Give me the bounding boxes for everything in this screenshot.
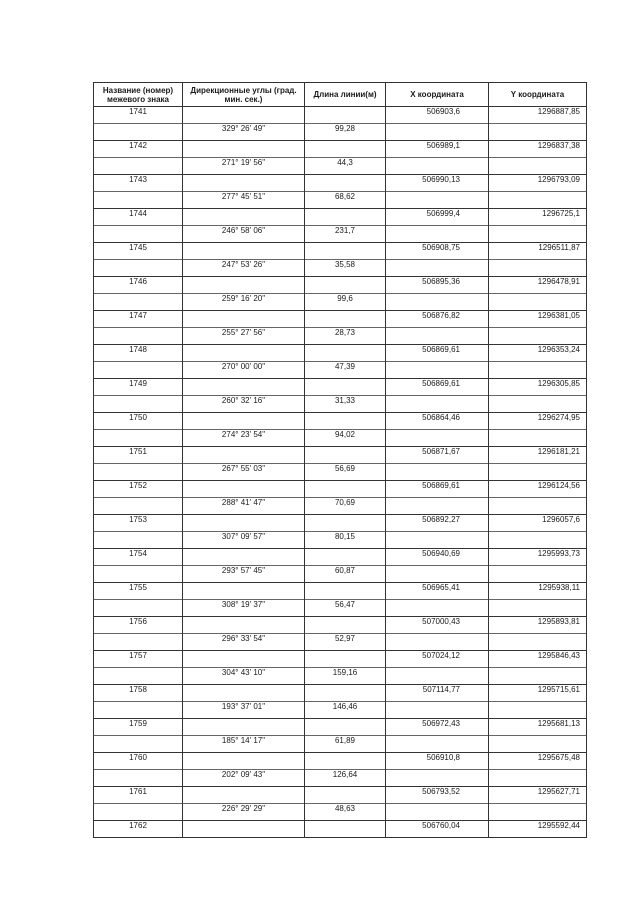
point-row [94,685,587,702]
line-length-cell: 52,97 [305,634,386,651]
bearing-angle-cell: 304° 43' 10" [183,668,305,685]
empty-cell [386,600,489,617]
empty-cell [305,617,386,634]
point-row [94,515,587,532]
y-coordinate-cell: 1296381,05 [489,311,587,328]
empty-cell [94,532,183,549]
point-row [94,277,587,294]
x-coordinate-cell: 507114,77 [386,685,489,702]
line-length-cell: 126,64 [305,770,386,787]
empty-cell [183,719,305,736]
header-bearing-angle: Дирекционные углы (град. мин. сек.) [183,83,305,107]
empty-cell [489,396,587,413]
bearing-angle-cell: 293° 57' 45" [183,566,305,583]
segment-row [94,362,587,379]
empty-cell [489,464,587,481]
line-length-cell: 68,62 [305,192,386,209]
empty-cell [386,362,489,379]
empty-cell [94,668,183,685]
x-coordinate-cell: 506869,61 [386,379,489,396]
empty-cell [489,158,587,175]
y-coordinate-cell: 1296793,09 [489,175,587,192]
bearing-angle-cell: 226° 29' 29" [183,804,305,821]
line-length-cell: 28,73 [305,328,386,345]
point-row [94,617,587,634]
y-coordinate-cell: 1296057,6 [489,515,587,532]
x-coordinate-cell: 506895,36 [386,277,489,294]
empty-cell [94,634,183,651]
y-coordinate-cell: 1296837,38 [489,141,587,158]
empty-cell [489,634,587,651]
empty-cell [305,141,386,158]
x-coordinate-cell: 506892,27 [386,515,489,532]
mark-name-cell: 1759 [94,719,183,736]
y-coordinate-cell: 1295627,71 [489,787,587,804]
mark-name-cell: 1751 [94,447,183,464]
empty-cell [94,294,183,311]
empty-cell [489,226,587,243]
empty-cell [386,736,489,753]
x-coordinate-cell: 506864,46 [386,413,489,430]
line-length-cell: 60,87 [305,566,386,583]
empty-cell [386,634,489,651]
point-row [94,719,587,736]
segment-row [94,260,587,277]
mark-name-cell: 1741 [94,107,183,124]
mark-name-cell: 1750 [94,413,183,430]
empty-cell [305,277,386,294]
empty-cell [94,498,183,515]
empty-cell [305,243,386,260]
empty-cell [386,396,489,413]
segment-row [94,498,587,515]
mark-name-cell: 1747 [94,311,183,328]
empty-cell [183,787,305,804]
x-coordinate-cell: 506869,61 [386,481,489,498]
empty-cell [94,328,183,345]
empty-cell [183,413,305,430]
bearing-angle-cell: 267° 55' 03" [183,464,305,481]
empty-cell [489,600,587,617]
bearing-angle-cell: 202° 09' 43" [183,770,305,787]
x-coordinate-cell: 506972,43 [386,719,489,736]
y-coordinate-cell: 1295675,48 [489,753,587,770]
empty-cell [94,736,183,753]
empty-cell [183,481,305,498]
empty-cell [183,515,305,532]
empty-cell [386,430,489,447]
point-row [94,175,587,192]
segment-row [94,294,587,311]
segment-row [94,702,587,719]
empty-cell [305,413,386,430]
point-row [94,209,587,226]
line-length-cell: 56,69 [305,464,386,481]
empty-cell [489,532,587,549]
line-length-cell: 35,58 [305,260,386,277]
mark-name-cell: 1760 [94,753,183,770]
bearing-angle-cell: 329° 26' 49" [183,124,305,141]
empty-cell [183,379,305,396]
x-coordinate-cell: 506793,52 [386,787,489,804]
bearing-angle-cell: 274° 23' 54" [183,430,305,447]
empty-cell [183,209,305,226]
bearing-angle-cell: 270° 00' 00" [183,362,305,379]
x-coordinate-cell: 506990,13 [386,175,489,192]
y-coordinate-cell: 1295846,43 [489,651,587,668]
empty-cell [386,294,489,311]
mark-name-cell: 1744 [94,209,183,226]
point-row [94,651,587,668]
bearing-angle-cell: 246° 58' 06" [183,226,305,243]
segment-row [94,158,587,175]
empty-cell [305,107,386,124]
bearing-angle-cell: 259° 16' 20" [183,294,305,311]
empty-cell [305,719,386,736]
empty-cell [489,566,587,583]
x-coordinate-cell: 506760,04 [386,821,489,838]
empty-cell [183,141,305,158]
mark-name-cell: 1758 [94,685,183,702]
empty-cell [183,617,305,634]
empty-cell [386,532,489,549]
y-coordinate-cell: 1296478,91 [489,277,587,294]
y-coordinate-cell: 1296124,56 [489,481,587,498]
empty-cell [386,260,489,277]
empty-cell [386,498,489,515]
point-row [94,753,587,770]
mark-name-cell: 1743 [94,175,183,192]
x-coordinate-cell: 506989,1 [386,141,489,158]
segment-row [94,328,587,345]
empty-cell [305,583,386,600]
segment-row [94,600,587,617]
mark-name-cell: 1756 [94,617,183,634]
segment-row [94,226,587,243]
empty-cell [183,243,305,260]
bearing-angle-cell: 271° 19' 56" [183,158,305,175]
line-length-cell: 159,16 [305,668,386,685]
empty-cell [94,566,183,583]
empty-cell [489,804,587,821]
y-coordinate-cell: 1296274,95 [489,413,587,430]
empty-cell [305,481,386,498]
empty-cell [183,277,305,294]
segment-row [94,804,587,821]
line-length-cell: 31,33 [305,396,386,413]
segment-row [94,464,587,481]
empty-cell [489,294,587,311]
point-row [94,413,587,430]
x-coordinate-cell: 506869,61 [386,345,489,362]
empty-cell [94,600,183,617]
empty-cell [489,430,587,447]
line-length-cell: 231,7 [305,226,386,243]
line-length-cell: 146,46 [305,702,386,719]
table-header-row [94,83,587,107]
mark-name-cell: 1746 [94,277,183,294]
empty-cell [183,311,305,328]
empty-cell [183,447,305,464]
mark-name-cell: 1745 [94,243,183,260]
line-length-cell: 80,15 [305,532,386,549]
boundary-marks-table [93,82,587,838]
empty-cell [183,345,305,362]
empty-cell [305,685,386,702]
mark-name-cell: 1749 [94,379,183,396]
header-x-coordinate: X координата [386,83,489,107]
segment-row [94,192,587,209]
empty-cell [386,124,489,141]
y-coordinate-cell: 1296353,24 [489,345,587,362]
segment-row [94,770,587,787]
empty-cell [305,209,386,226]
empty-cell [94,702,183,719]
y-coordinate-cell: 1296887,85 [489,107,587,124]
point-row [94,787,587,804]
y-coordinate-cell: 1295592,44 [489,821,587,838]
bearing-angle-cell: 307° 09' 57" [183,532,305,549]
empty-cell [386,770,489,787]
line-length-cell: 48,63 [305,804,386,821]
bearing-angle-cell: 296° 33' 54" [183,634,305,651]
empty-cell [305,821,386,838]
y-coordinate-cell: 1295893,81 [489,617,587,634]
point-row [94,379,587,396]
empty-cell [94,158,183,175]
empty-cell [386,668,489,685]
empty-cell [305,787,386,804]
segment-row [94,430,587,447]
segment-row [94,566,587,583]
empty-cell [183,821,305,838]
segment-row [94,634,587,651]
line-length-cell: 70,69 [305,498,386,515]
empty-cell [489,124,587,141]
empty-cell [489,770,587,787]
bearing-angle-cell: 277° 45' 51" [183,192,305,209]
empty-cell [305,651,386,668]
x-coordinate-cell: 506940,69 [386,549,489,566]
empty-cell [386,158,489,175]
bearing-angle-cell: 185° 14' 17" [183,736,305,753]
empty-cell [94,192,183,209]
empty-cell [94,770,183,787]
y-coordinate-cell: 1296305,85 [489,379,587,396]
mark-name-cell: 1754 [94,549,183,566]
empty-cell [386,328,489,345]
empty-cell [183,685,305,702]
mark-name-cell: 1752 [94,481,183,498]
empty-cell [305,515,386,532]
empty-cell [183,107,305,124]
coordinates-document [93,82,586,838]
y-coordinate-cell: 1296511,87 [489,243,587,260]
mark-name-cell: 1762 [94,821,183,838]
segment-row [94,736,587,753]
line-length-cell: 56,47 [305,600,386,617]
bearing-angle-cell: 255° 27' 56" [183,328,305,345]
empty-cell [305,175,386,192]
bearing-angle-cell: 308° 19' 37" [183,600,305,617]
empty-cell [386,192,489,209]
header-line-length: Длина линии(м) [305,83,386,107]
point-row [94,107,587,124]
empty-cell [94,260,183,277]
mark-name-cell: 1753 [94,515,183,532]
point-row [94,447,587,464]
x-coordinate-cell: 506910,8 [386,753,489,770]
empty-cell [305,447,386,464]
line-length-cell: 61,89 [305,736,386,753]
empty-cell [94,804,183,821]
y-coordinate-cell: 1295993,73 [489,549,587,566]
empty-cell [489,668,587,685]
empty-cell [94,396,183,413]
line-length-cell: 99,28 [305,124,386,141]
empty-cell [489,260,587,277]
empty-cell [183,175,305,192]
empty-cell [386,702,489,719]
point-row [94,583,587,600]
x-coordinate-cell: 506999,4 [386,209,489,226]
empty-cell [94,430,183,447]
point-row [94,481,587,498]
point-row [94,243,587,260]
empty-cell [386,226,489,243]
y-coordinate-cell: 1295715,61 [489,685,587,702]
y-coordinate-cell: 1295681,13 [489,719,587,736]
empty-cell [183,651,305,668]
empty-cell [386,566,489,583]
y-coordinate-cell: 1295938,11 [489,583,587,600]
bearing-angle-cell: 193° 37' 01" [183,702,305,719]
empty-cell [489,192,587,209]
empty-cell [305,345,386,362]
mark-name-cell: 1748 [94,345,183,362]
x-coordinate-cell: 507024,12 [386,651,489,668]
x-coordinate-cell: 506871,67 [386,447,489,464]
line-length-cell: 99,6 [305,294,386,311]
empty-cell [305,549,386,566]
point-row [94,311,587,328]
empty-cell [489,362,587,379]
header-y-coordinate: Y координата [489,83,587,107]
segment-row [94,532,587,549]
line-length-cell: 44,3 [305,158,386,175]
x-coordinate-cell: 506965,41 [386,583,489,600]
empty-cell [183,549,305,566]
empty-cell [305,311,386,328]
segment-row [94,124,587,141]
empty-cell [489,702,587,719]
mark-name-cell: 1742 [94,141,183,158]
line-length-cell: 94,02 [305,430,386,447]
point-row [94,345,587,362]
bearing-angle-cell: 260° 32' 16" [183,396,305,413]
x-coordinate-cell: 507000,43 [386,617,489,634]
y-coordinate-cell: 1296181,21 [489,447,587,464]
empty-cell [183,753,305,770]
header-mark-name: Название (номер) межевого знака [94,83,183,107]
line-length-cell: 47,39 [305,362,386,379]
empty-cell [94,362,183,379]
bearing-angle-cell: 288° 41' 47" [183,498,305,515]
empty-cell [94,226,183,243]
x-coordinate-cell: 506876,82 [386,311,489,328]
table-body [94,107,587,838]
empty-cell [305,753,386,770]
empty-cell [386,464,489,481]
empty-cell [94,464,183,481]
segment-row [94,396,587,413]
point-row [94,549,587,566]
empty-cell [94,124,183,141]
point-row [94,141,587,158]
bearing-angle-cell: 247° 53' 26" [183,260,305,277]
mark-name-cell: 1757 [94,651,183,668]
x-coordinate-cell: 506903,6 [386,107,489,124]
empty-cell [305,379,386,396]
y-coordinate-cell: 1296725,1 [489,209,587,226]
mark-name-cell: 1755 [94,583,183,600]
point-row [94,821,587,838]
empty-cell [489,328,587,345]
empty-cell [183,583,305,600]
segment-row [94,668,587,685]
empty-cell [489,736,587,753]
empty-cell [386,804,489,821]
x-coordinate-cell: 506908,75 [386,243,489,260]
empty-cell [489,498,587,515]
mark-name-cell: 1761 [94,787,183,804]
